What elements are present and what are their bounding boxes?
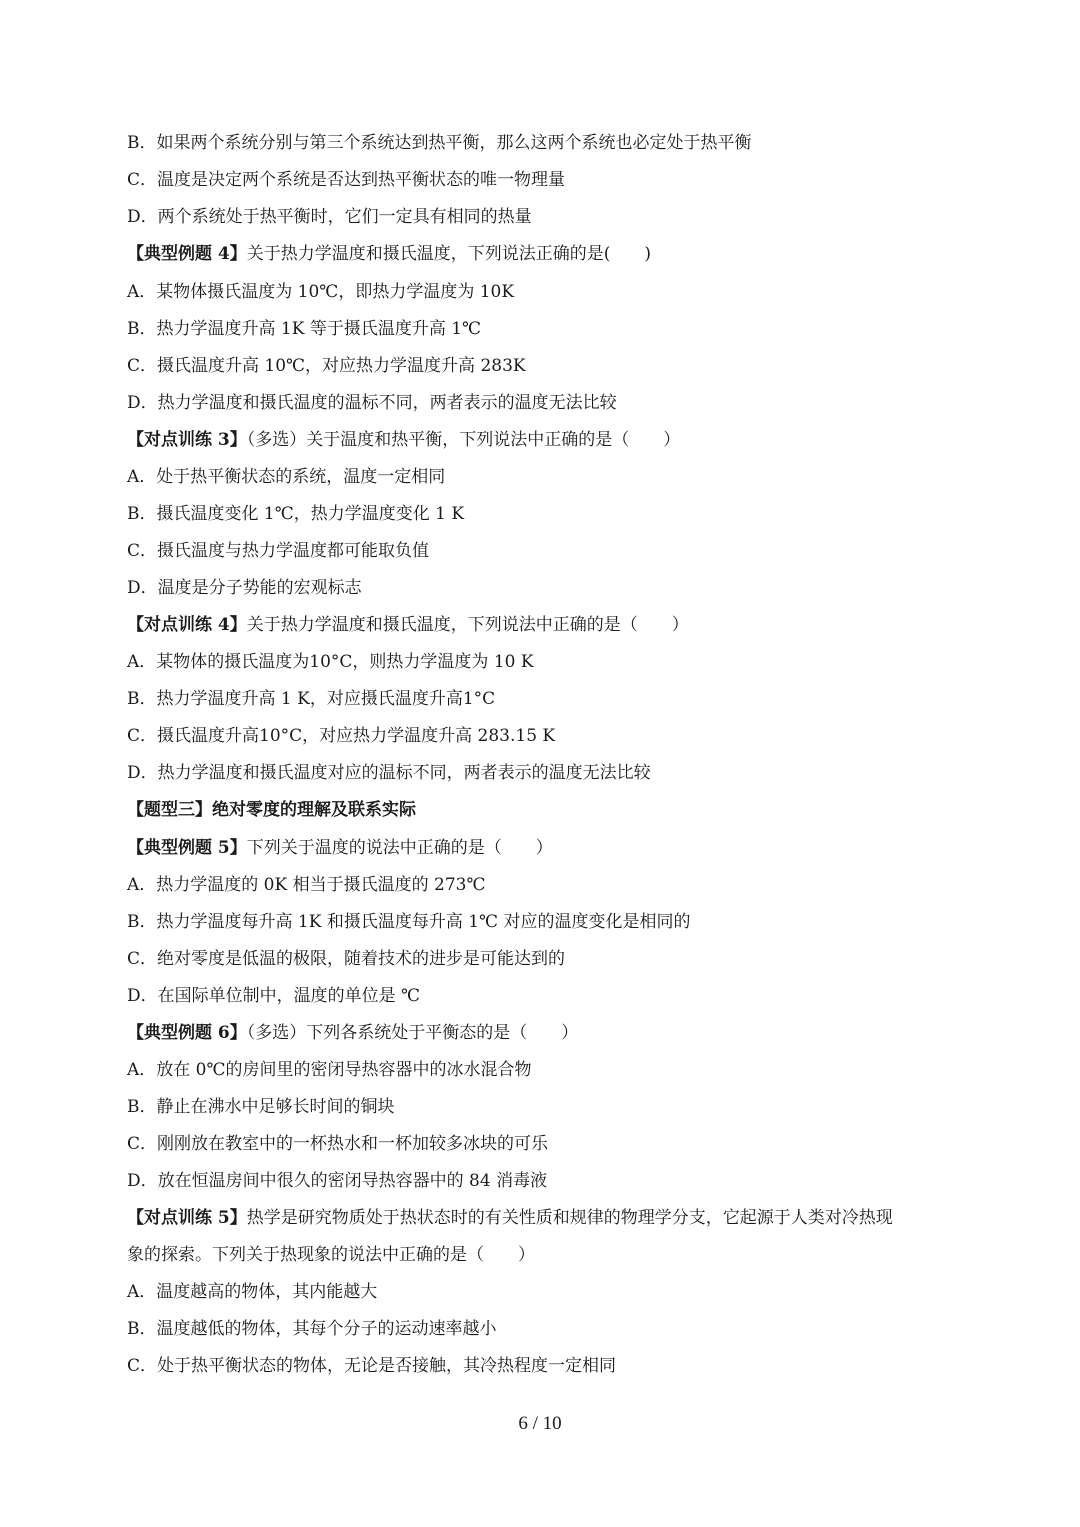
question-label: 【典型例题 5】	[127, 838, 247, 858]
answer-option: A．某物体摄氏温度为 10℃，即热力学温度为 10K	[127, 282, 515, 302]
answer-option: B．摄氏温度变化 1℃，热力学温度变化 1 K	[127, 504, 465, 524]
answer-option: C．摄氏温度升高 10℃，对应热力学温度升高 283K	[127, 356, 526, 376]
answer-option: D．在国际单位制中，温度的单位是 ℃	[127, 986, 421, 1006]
question-stem	[127, 428, 680, 452]
question-text: （多选）关于温度和热平衡，下列说法中正确的是（ ）	[246, 430, 681, 450]
question-stem	[127, 836, 553, 860]
answer-option: D．放在恒温房间中很久的密闭导热容器中的 84 消毒液	[127, 1171, 548, 1191]
answer-option: A．处于热平衡状态的系统，温度一定相同	[127, 467, 446, 487]
answer-option: A．某物体的摄氏温度为10°C，则热力学温度为 10 K	[127, 652, 534, 672]
answer-option: C．刚刚放在教室中的一杯热水和一杯加较多冰块的可乐	[127, 1134, 549, 1154]
answer-option: B．热力学温度升高 1K 等于摄氏温度升高 1℃	[127, 319, 482, 339]
answer-option: D．热力学温度和摄氏温度对应的温标不同，两者表示的温度无法比较	[127, 763, 651, 783]
question-text: （多选）下列各系统处于平衡态的是（ ）	[246, 1023, 579, 1043]
question-stem	[127, 242, 651, 266]
answer-option: C．温度是决定两个系统是否达到热平衡状态的唯一物理量	[127, 170, 566, 190]
question-label: 【典型例题 6】	[127, 1023, 247, 1043]
question-text: 下列关于温度的说法中正确的是（ ）	[246, 838, 553, 858]
question-text: 关于热力学温度和摄氏温度，下列说法正确的是( )	[246, 244, 652, 264]
answer-option: B．静止在沸水中足够长时间的铜块	[127, 1097, 395, 1117]
answer-option: A．放在 0℃的房间里的密闭导热容器中的冰水混合物	[127, 1060, 532, 1080]
answer-option: C．摄氏温度与热力学温度都可能取负值	[127, 541, 430, 561]
answer-option: A．热力学温度的 0K 相当于摄氏温度的 273℃	[127, 875, 486, 895]
question-label: 【典型例题 4】	[127, 244, 247, 264]
question-label: 【对点训练 5】	[127, 1208, 247, 1228]
answer-option: B．热力学温度升高 1 K，对应摄氏温度升高1°C	[127, 689, 496, 709]
answer-option: B．热力学温度每升高 1K 和摄氏温度每升高 1℃ 对应的温度变化是相同的	[127, 912, 691, 932]
question-stem	[127, 1206, 893, 1230]
question-text: 热学是研究物质处于热状态时的有关性质和规律的物理学分支，它起源于人类对冷热现	[246, 1208, 893, 1228]
question-text-continuation: 象的探索。下列关于热现象的说法中正确的是（ ）	[127, 1245, 535, 1265]
question-stem	[127, 613, 689, 637]
answer-option: B．如果两个系统分别与第三个系统达到热平衡，那么这两个系统也必定处于热平衡	[127, 133, 752, 153]
section-heading: 【题型三】绝对零度的理解及联系实际	[127, 800, 416, 820]
question-stem	[127, 1021, 578, 1045]
question-label: 【对点训练 3】	[127, 430, 247, 450]
answer-option: A．温度越高的物体，其内能越大	[127, 1282, 378, 1302]
answer-option: C．处于热平衡状态的物体，无论是否接触，其冷热程度一定相同	[127, 1356, 617, 1376]
answer-option: B．温度越低的物体，其每个分子的运动速率越小	[127, 1319, 497, 1339]
page-number: 6 / 10	[518, 1413, 562, 1434]
question-text: 关于热力学温度和摄氏温度，下列说法中正确的是（ ）	[246, 615, 689, 635]
answer-option: D．温度是分子势能的宏观标志	[127, 578, 362, 598]
answer-option: D．热力学温度和摄氏温度的温标不同，两者表示的温度无法比较	[127, 393, 617, 413]
answer-option: D．两个系统处于热平衡时，它们一定具有相同的热量	[127, 207, 532, 227]
question-label: 【对点训练 4】	[127, 615, 247, 635]
answer-option: C．摄氏温度升高10°C，对应热力学温度升高 283.15 K	[127, 726, 556, 746]
answer-option: C．绝对零度是低温的极限，随着技术的进步是可能达到的	[127, 949, 566, 969]
